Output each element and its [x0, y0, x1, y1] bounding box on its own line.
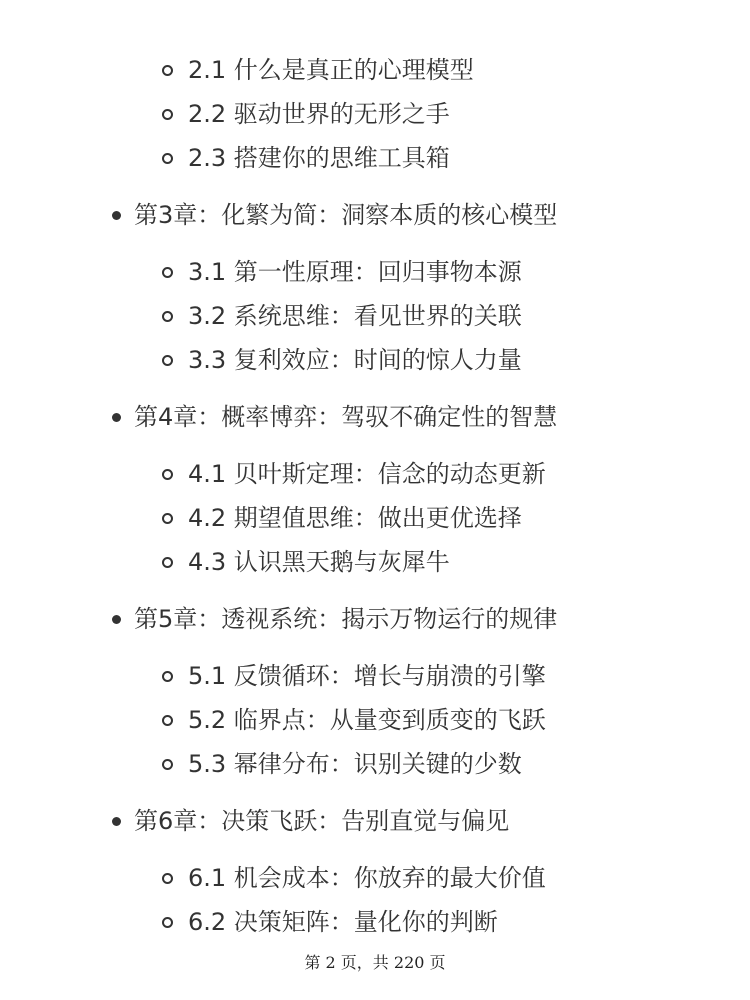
toc-section-label: 3.3 复利效应：时间的惊人力量 [188, 346, 522, 374]
toc-chapter-label: 第6章：决策飞跃：告别直觉与偏见 [134, 807, 510, 835]
toc-section-item [0, 136, 750, 180]
toc-chapter-6 [0, 798, 750, 944]
toc-sections [0, 452, 750, 584]
toc-sections [0, 48, 750, 180]
hollow-bullet-icon [162, 109, 173, 120]
toc-section-label: 4.2 期望值思维：做出更优选择 [188, 504, 522, 532]
toc-section-label: 3.2 系统思维：看见世界的关联 [188, 302, 522, 330]
toc-chapter-4 [0, 394, 750, 584]
toc-section-item [0, 496, 750, 540]
toc-section-item [0, 250, 750, 294]
toc-chapter-3 [0, 192, 750, 382]
toc-sections [0, 250, 750, 382]
page-number-footer: 第 2 页，共 220 页 [304, 953, 446, 972]
hollow-bullet-icon [162, 469, 173, 480]
toc-chapter-item [0, 192, 750, 238]
filled-bullet-icon [112, 615, 121, 624]
hollow-bullet-icon [162, 873, 173, 884]
toc-section-label: 6.1 机会成本：你放弃的最大价值 [188, 864, 546, 892]
toc-section-label: 4.3 认识黑天鹅与灰犀牛 [188, 548, 450, 576]
toc-section-label: 5.1 反馈循环：增长与崩溃的引擎 [188, 662, 546, 690]
toc-chapter-5 [0, 596, 750, 786]
toc-section-item [0, 48, 750, 92]
hollow-bullet-icon [162, 917, 173, 928]
toc-chapter-2-continued [0, 48, 750, 180]
hollow-bullet-icon [162, 267, 173, 278]
toc-section-item [0, 294, 750, 338]
toc-section-label: 2.1 什么是真正的心理模型 [188, 56, 474, 84]
toc-section-item [0, 856, 750, 900]
toc-chapter-label: 第4章：概率博弈：驾驭不确定性的智慧 [134, 403, 558, 431]
toc-section-item [0, 540, 750, 584]
toc-section-label: 3.1 第一性原理：回归事物本源 [188, 258, 522, 286]
hollow-bullet-icon [162, 153, 173, 164]
toc-chapter-label: 第5章：透视系统：揭示万物运行的规律 [134, 605, 558, 633]
table-of-contents [0, 48, 750, 944]
hollow-bullet-icon [162, 65, 173, 76]
toc-chapter-item [0, 394, 750, 440]
toc-section-item [0, 338, 750, 382]
hollow-bullet-icon [162, 355, 173, 366]
filled-bullet-icon [112, 817, 121, 826]
toc-section-item [0, 452, 750, 496]
toc-section-item [0, 742, 750, 786]
toc-section-item [0, 900, 750, 944]
toc-section-item [0, 654, 750, 698]
hollow-bullet-icon [162, 311, 173, 322]
filled-bullet-icon [112, 413, 121, 422]
toc-section-label: 5.2 临界点：从量变到质变的飞跃 [188, 706, 546, 734]
toc-section-label: 2.3 搭建你的思维工具箱 [188, 144, 450, 172]
toc-chapter-item [0, 798, 750, 844]
toc-chapter-label: 第3章：化繁为简：洞察本质的核心模型 [134, 201, 558, 229]
hollow-bullet-icon [162, 759, 173, 770]
toc-section-label: 5.3 幂律分布：识别关键的少数 [188, 750, 522, 778]
toc-sections [0, 856, 750, 944]
hollow-bullet-icon [162, 513, 173, 524]
hollow-bullet-icon [162, 557, 173, 568]
toc-section-label: 4.1 贝叶斯定理：信念的动态更新 [188, 460, 546, 488]
toc-section-item [0, 92, 750, 136]
toc-sections [0, 654, 750, 786]
filled-bullet-icon [112, 211, 121, 220]
hollow-bullet-icon [162, 671, 173, 682]
hollow-bullet-icon [162, 715, 173, 726]
toc-section-label: 2.2 驱动世界的无形之手 [188, 100, 450, 128]
toc-section-item [0, 698, 750, 742]
toc-section-label: 6.2 决策矩阵：量化你的判断 [188, 908, 498, 936]
toc-chapter-item [0, 596, 750, 642]
